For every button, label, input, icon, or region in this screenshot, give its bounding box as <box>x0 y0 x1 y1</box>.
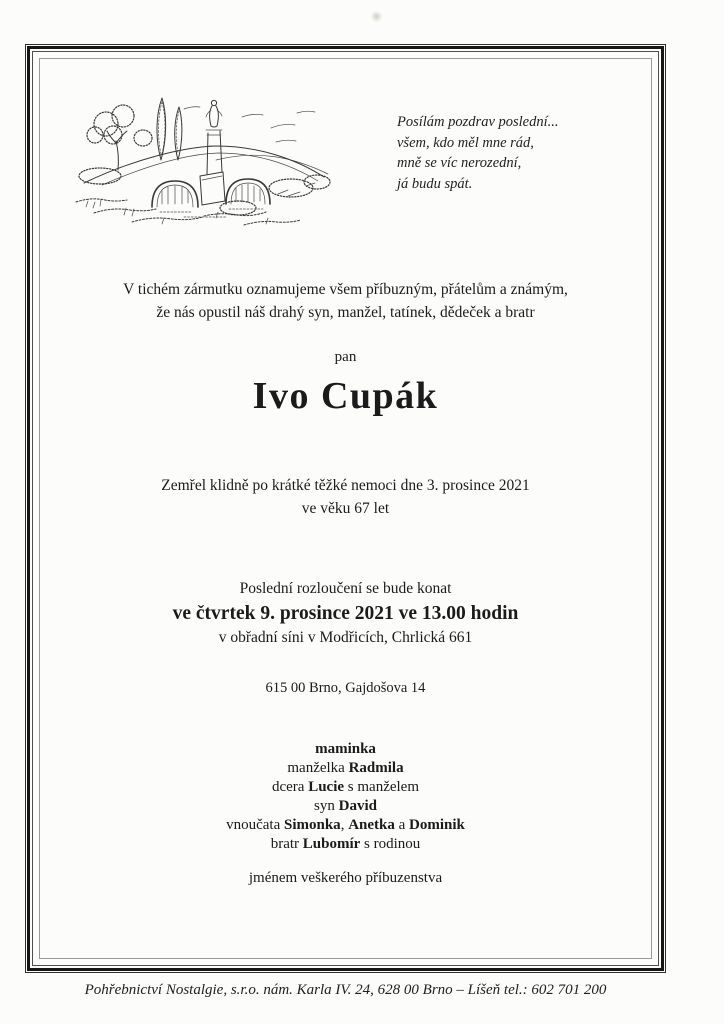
mourner-role: vnoučata <box>226 817 284 833</box>
mourners-list <box>25 740 666 854</box>
death-info-line: ve věku 67 let <box>301 500 390 517</box>
mourner-line <box>25 816 666 835</box>
announcement-line: že nás opustil náš drahý syn, manžel, tatínek, dědeček a bratr <box>156 303 535 321</box>
mourner-line <box>25 797 666 816</box>
mourner-name: David <box>338 798 377 814</box>
funeral-date-time: ve čtvrtek 9. prosince 2021 ve 13.00 hodin <box>172 603 519 624</box>
mourner-name: Radmila <box>348 760 404 776</box>
bridge-with-statue-sketch-icon <box>66 86 336 232</box>
scan-smudge-artifact <box>370 11 383 22</box>
mourner-name: Lubomír <box>302 836 361 852</box>
announcement-text <box>25 279 666 324</box>
mourner-note: s rodinou <box>360 836 421 852</box>
mourner-role: dcera <box>271 779 309 795</box>
mourner-note: s manželem <box>344 779 420 795</box>
mourner-name: Simonka <box>283 817 341 833</box>
mourner-role: bratr <box>270 836 303 852</box>
funeral-home-footer: Pohřebnictví Nostalgie, s.r.o. nám. Karla IV. 24, 628 00 Brno – Líšeň tel.: 602 701 200 <box>84 982 607 998</box>
mourner-role: syn <box>314 798 339 814</box>
mourner-name: Dominik <box>409 817 465 833</box>
poem-line: Posílám pozdrav poslední... <box>397 114 559 130</box>
home-address: 615 00 Brno, Gajdošova 14 <box>265 680 426 696</box>
poem-line: všem, kdo měl mne rád, <box>397 134 534 151</box>
announcement-line: V tichém zármutku oznamujeme všem příbuzným, přátelům a známým, <box>123 281 568 298</box>
deceased-name: Ivo Cupák <box>252 375 439 417</box>
funeral-place: v obřadní síni v Modřicích, Chrlická 661 <box>218 629 473 646</box>
poem-line: mně se víc nerozední, <box>397 155 522 171</box>
poem-line: já budu spát. <box>397 175 473 192</box>
mourner-name: Lucie <box>308 779 345 795</box>
closing-line: jménem veškerého příbuzenstva <box>248 870 443 886</box>
bridge-illustration <box>66 86 336 232</box>
funeral-intro: Poslední rozloučení se bude konat <box>239 580 452 597</box>
mourner-line <box>25 759 666 778</box>
mourner-line <box>25 740 666 759</box>
mourner-line <box>25 835 666 854</box>
mourner-name: Anetka <box>348 817 395 833</box>
salutation: pan <box>334 349 357 365</box>
mourner-note: a <box>394 817 410 833</box>
mourner-note: , <box>340 817 349 833</box>
mourner-line <box>25 778 666 797</box>
mourner-role: manželka <box>287 760 349 776</box>
death-info-line: Zemřel klidně po krátké těžké nemoci dne 3. prosince 2021 <box>161 477 530 494</box>
poem <box>397 112 627 194</box>
death-info <box>25 474 666 520</box>
funeral-info <box>25 578 666 649</box>
mourner-name: maminka <box>315 741 376 757</box>
